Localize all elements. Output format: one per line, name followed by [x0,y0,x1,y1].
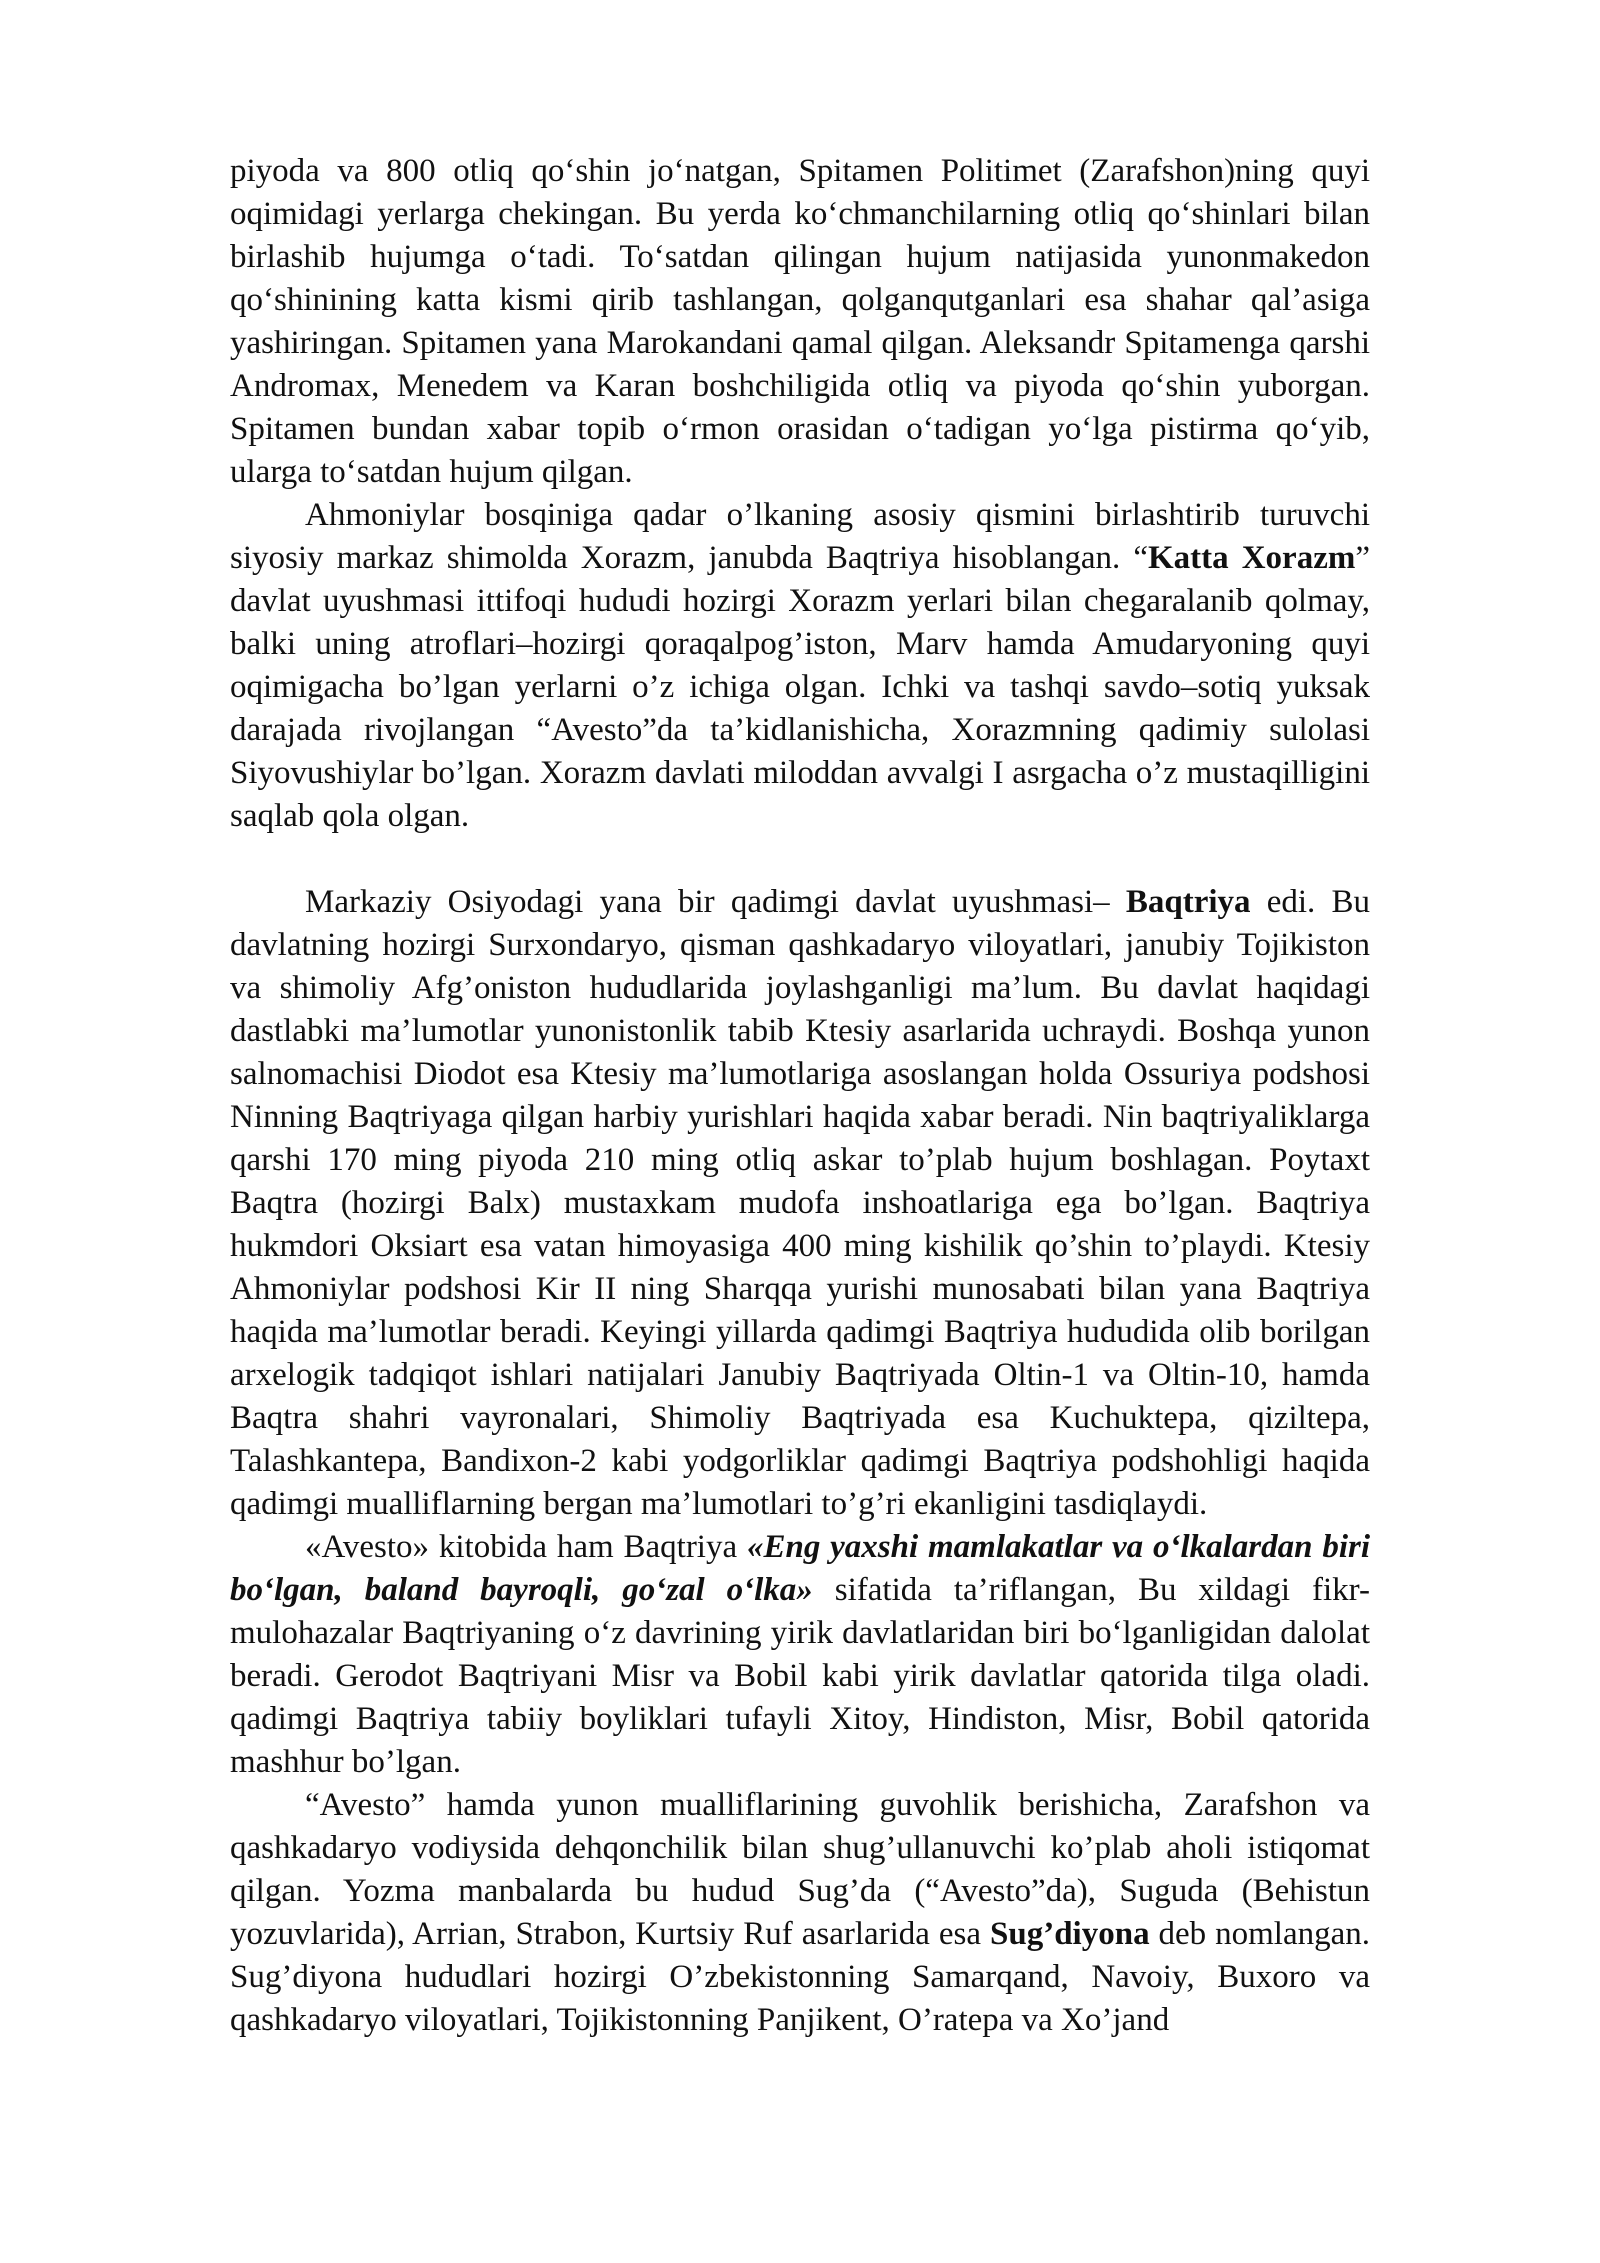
body-paragraph [230,1784,1370,2042]
body-paragraph [230,150,1370,494]
document-page [230,150,1370,2042]
body-paragraph [230,494,1370,838]
text-run: deb nomlangan. Sug’diyona hududlari hozirgi O’zbekistonning Samarqand, Navoiy, Buxoro va qashkadaryo viloyatlari, Tojikistonning Panjikent, O’ratepa va Xo’jand [230,1916,1371,2038]
text-run: piyoda va 800 otliq qo‘shin jo‘natgan, Spitamen Politimet (Zarafshon)ning quyi oqimidagi yerlarga chekingan. Bu yerda ko‘chmanchilarning otliq qo‘shinlari bilan birlashib hujumga o‘tadi. To‘satdan qilingan hujum natijasida yunonmakedon qo‘shinining katta kismi qirib tashlangan, qolganqutganlari esa shahar qal’asiga yashiringan. Spitamen yana Marokandani qamal qilgan. Aleksandr Spitamenga qarshi Andromax, Menedem va Karan boshchiligida otliq va piyoda qo‘shin yuborgan. Spitamen bundan xabar topib o‘rmon orasidan o‘tadigan yo‘lga pistirma qo‘yib, ularga to‘satdan hujum qilgan. [230,153,1370,490]
body-paragraph [230,881,1370,1526]
text-run: edi. Bu davlatning hozirgi Surxondaryo, qisman qashkadaryo viloyatlari, janubiy Tojikiston va shimoliy Afg’oniston hududlarida joylashganligi ma’lum. Bu davlat haqidagi dastlabki ma’lumotlar yunonistonlik tabib Ktesiy asarlarida uchraydi. Boshqa yunon salnomachisi Diodot esa Ktesiy ma’lumotlariga asoslangan holda Ossuriya podshosi Ninning Baqtriyaga qilgan harbiy yurishlari haqida xabar beradi. Nin baqtriyaliklarga qarshi 170 ming piyoda 210 ming otliq askar to’plab hujum boshlagan. Poytaxt Baqtra (hozirgi Balx) mustaxkam mudofa inshoatlariga ega bo’lgan. Baqtriya hukmdori Oksiart esa vatan himoyasiga 400 ming kishilik qo’shin to’playdi. Ktesiy Ahmoniylar podshosi Kir II ning Sharqqa yurishi munosabati bilan yana Baqtriya haqida ma’lumotlar beradi. Keyingi yillarda qadimgi Baqtriya hududida olib borilgan arxelogik tadqiqot ishlari natijalari Janubiy Baqtriyada Oltin-1 va Oltin-10, hamda Baqtra shahri vayronalari, Shimoliy Baqtriyada esa Kuchuktepa, qiziltepa, Talashkantepa, Bandixon-2 kabi yodgorliklar qadimgi Baqtriya podshohligi haqida qadimgi mualliflarning bergan ma’lumotlari to’g’ri ekanligini tasdiqlaydi. [230,884,1370,1522]
text-run: Ahmoniylar bosqiniga qadar o’lkaning asosiy qismini birlashtirib turuvchi siyosiy markaz shimolda Xorazm, janubda Baqtriya hisoblangan. “ [230,497,1370,576]
bold-term: Sug’diyona [990,1916,1150,1952]
text-run: sifatida ta’riflangan, Bu xildagi fikr-mulohazalar Baqtriyaning o‘z davrining yirik davlatlaridan biri bo‘lganligidan dalolat beradi. Gerodot Baqtriyani Misr va Bobil kabi yirik davlatlar qatorida tilga oladi. qadimgi Baqtriya tabiiy boyliklari tufayli Xitoy, Hindiston, Misr, Bobil qatorida mashhur bo’lgan. [230,1572,1370,1780]
text-run: “Avesto” hamda yunon mualliflarining guvohlik berishicha, Zarafshon va qashkadaryo vodiysida dehqonchilik bilan shug’ullanuvchi ko’plab aholi istiqomat qilgan. Yozma manbalarda bu hudud Sug’da (“Avesto”da), Suguda (Behistun yozuvlarida), Arrian, Strabon, Kurtsiy Ruf asarlarida esa [230,1787,1370,1952]
body-paragraph [230,1526,1370,1784]
text-run: «Avesto» kitobida ham Baqtriya [305,1529,747,1565]
paragraph-spacer [230,838,1370,881]
text-run: ” davlat uyushmasi ittifoqi hududi hozirgi Xorazm yerlari bilan chegaralanib qolmay, balki uning atroflari–hozirgi qoraqalpog’iston, Marv hamda Amudaryoning quyi oqimigacha bo’lgan yerlarni o’z ichiga olgan. Ichki va tashqi savdo–sotiq yuksak darajada rivojlangan “Avesto”da ta’kidlanishicha, Xorazmning qadimiy sulolasi Siyovushiylar bo’lgan. Xorazm davlati miloddan avvalgi I asrgacha o’z mustaqilligini saqlab qola olgan. [230,540,1370,834]
bold-term: Katta Xorazm [1148,540,1356,576]
bold-italic-quote: «Eng yaxshi mamlakatlar va o‘lkalardan biri bo‘lgan, baland bayroqli, go‘zal o‘lka» [230,1529,1370,1608]
text-run: Markaziy Osiyodagi yana bir qadimgi davlat uyushmasi– [305,884,1126,920]
bold-term: Baqtriya [1125,884,1251,920]
